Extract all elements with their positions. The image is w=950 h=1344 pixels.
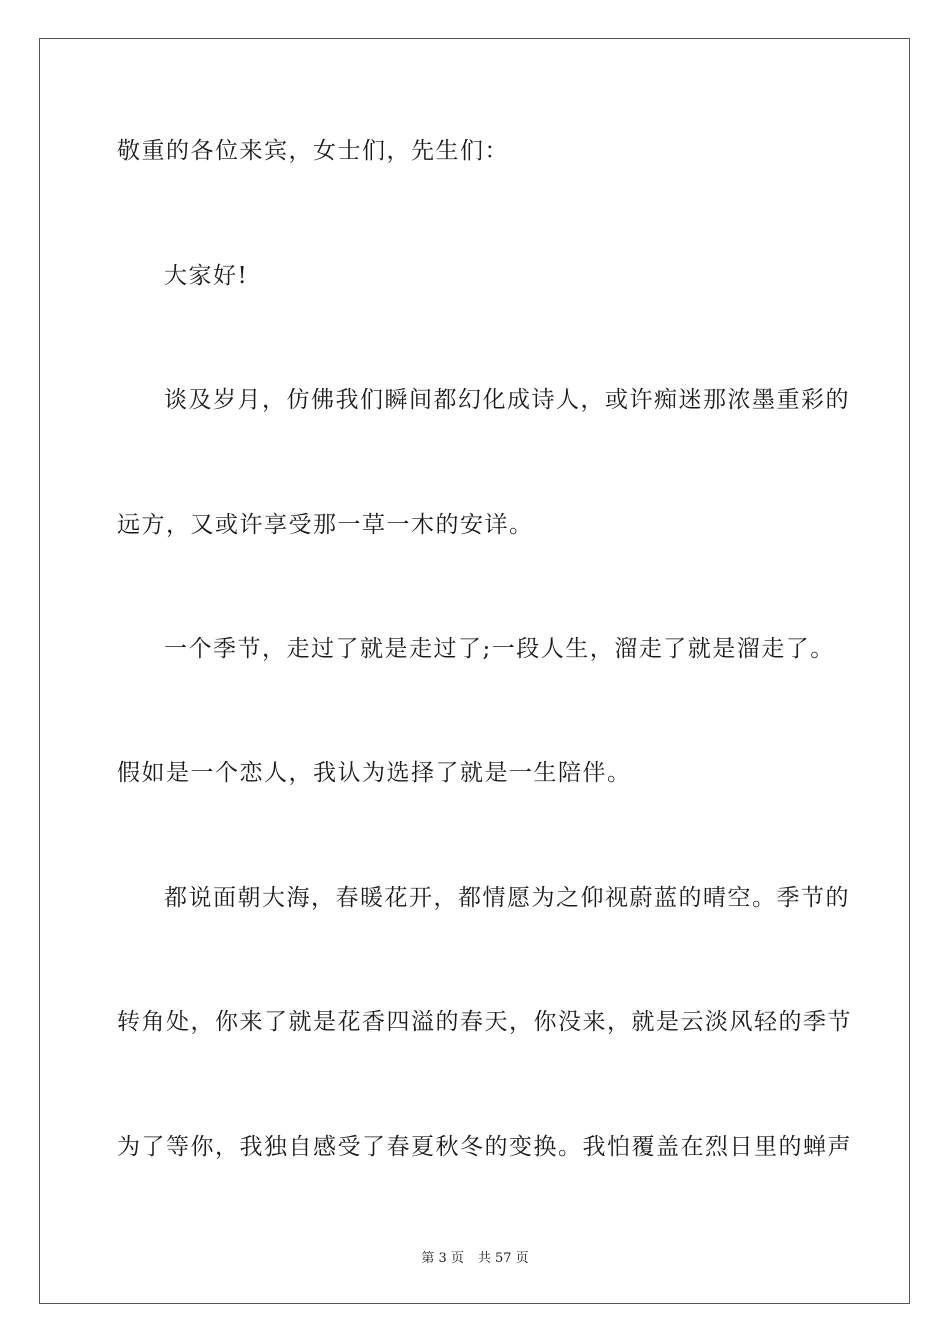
paragraph-3-line-1: 都说面朝大海，春暖花开，都情愿为之仰视蔚蓝的晴空。季节的	[164, 885, 850, 911]
page-frame	[39, 38, 910, 1304]
paragraph-3-line-2: 转角处，你来了就是花香四溢的春天，你没来，就是云淡风轻的季节	[117, 1009, 852, 1035]
greeting-line: 大家好!	[164, 263, 249, 289]
salutation-line: 敬重的各位来宾，女士们，先生们：	[117, 138, 509, 164]
paragraph-1-line-1: 谈及岁月，仿佛我们瞬间都幻化成诗人，或许痴迷那浓墨重彩的	[164, 387, 850, 413]
paragraph-2-line-2: 假如是一个恋人，我认为选择了就是一生陪伴。	[117, 760, 632, 786]
page-footer	[0, 1247, 950, 1266]
total-pages: 共 57 页	[477, 1251, 529, 1266]
paragraph-1-line-2: 远方，又或许享受那一草一木的安详。	[117, 512, 534, 538]
paragraph-2-line-1: 一个季节，走过了就是走过了;一段人生，溜走了就是溜走了。	[164, 636, 835, 662]
page-number: 第 3 页	[421, 1251, 464, 1266]
paragraph-3-line-3: 为了等你，我独自感受了春夏秋冬的变换。我怕覆盖在烈日里的蝉声	[117, 1134, 852, 1160]
